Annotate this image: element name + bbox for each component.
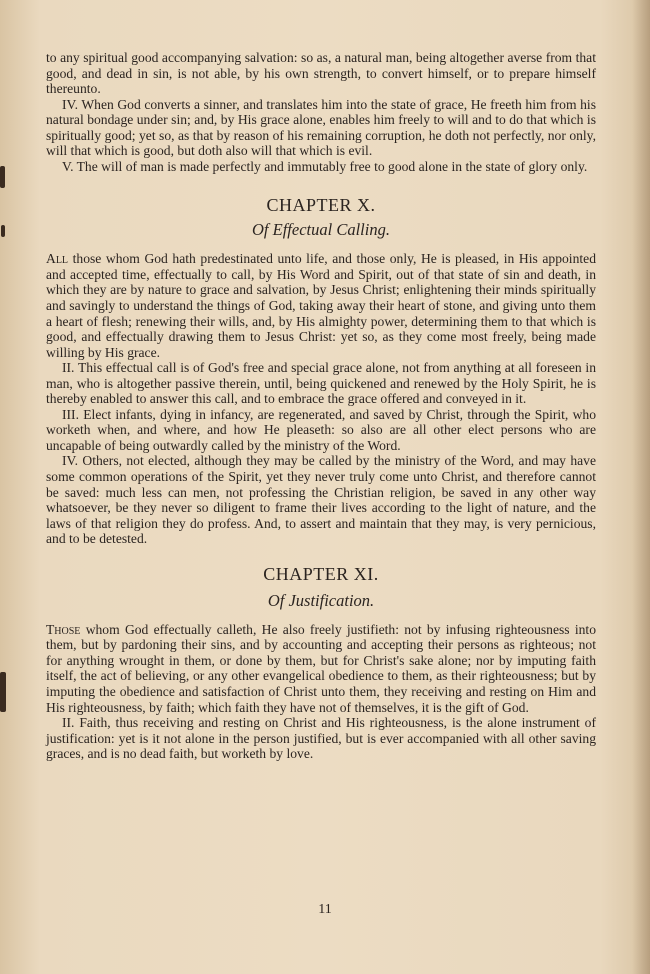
section-number: IV. (62, 453, 78, 469)
paragraph: to any spiritual good accompanying salvation: so as, a natural man, being altogether averse from that good, and dead in sin, is not able, by his own strength, to convert himself, or to prepare himself thereunto. (46, 50, 596, 97)
page-number: 11 (318, 902, 332, 917)
lead-word: Those (46, 621, 81, 637)
binding-mark (0, 672, 6, 712)
binding-mark (0, 166, 5, 188)
paragraph: V. The will of man is made perfectly and immutably free to good alone in the state of glory only. (62, 158, 588, 174)
page-content (46, 50, 596, 762)
section-number: II. (62, 360, 75, 376)
section-number: II. (62, 715, 75, 731)
paragraph: IV. Others, not elected, although they may be called by the ministry of the Word, and may have some common operations of the Spirit, yet they never truly come unto Christ, and therefore cannot be saved: much less can men, not professing the Christian religion, be saved in any other way whatsoever, be they never so diligent to frame their lives according to the light of nature, and the laws of that religion they do profess. And, to assert and maintain that they may, is very pernicious, and to be detested. (46, 453, 596, 547)
paragraph: All those whom God hath predestinated unto life, and those only, He is pleased, in His appointed and accepted time, effectually to call, by His Word and Spirit, out of that state of sin and death, in which they are by nature to grace and salvation, by Jesus Christ; enlightening their minds spiritually and savingly to understand the things of God, taking away their heart of stone, and giving unto them a heart of flesh; renewing their wills, and, by His almighty power, determining them to that which is good, and effectually drawing them to Jesus Christ: yet so, as they come most freely, being made willing by His grace. (46, 251, 596, 360)
chapter-heading: CHAPTER X. (266, 195, 376, 216)
paragraph: II. Faith, thus receiving and resting on Christ and His righteousness, is the alone instrument of justification: yet is it not alone in the person justified, but is ever accompanied with all other saving graces, and is no dead faith, but worketh by love. (46, 715, 596, 762)
chapter-heading: CHAPTER XI. (263, 563, 379, 584)
paragraph: Those whom God effectually calleth, He also freely justifieth: not by infusing righteousness into them, but by pardoning their sins, and by accounting and accepting their persons as righteous; not for anything wrought in them, or done by them, but for Christ's sake alone; nor by imputing faith itself, the act of believing, or any other evangelical obedience to them, as their righteousness; but by imputing the obedience and satisfaction of Christ unto them, they receiving and resting on Him and His righteousness, by faith; which faith they have not of themselves, it is the gift of God. (46, 621, 596, 715)
paragraph: IV. When God converts a sinner, and translates him into the state of grace, He freeth him from his natural bondage under sin; and, by His grace alone, enables him freely to will and to do that which is spiritually good; yet so, as that by reason of his remaining corruption, he doth not perfectly, nor only, will that which is good, but doth also will that which is evil. (46, 96, 596, 159)
section-number: V. (62, 158, 74, 174)
chapter-subtitle: Of Justification. (267, 590, 375, 610)
section-number: IV. (62, 96, 78, 112)
section-number: III. (62, 406, 79, 422)
paragraph: II. This effectual call is of God's free and special grace alone, not from anything at all foreseen in man, who is altogether passive therein, until, being quickened and renewed by the Holy Spirit, he is thereby enabled to answer this call, and to embrace the grace offered and conveyed in it. (46, 360, 596, 407)
page-spine-shadow (632, 0, 650, 974)
chapter-subtitle: Of Effectual Calling. (252, 220, 390, 240)
paragraph: III. Elect infants, dying in infancy, are regenerated, and saved by Christ, through the Spirit, who worketh when, and where, and how He pleaseth: so also are all other elect persons who are uncapable of being outwardly called by the ministry of the Word. (46, 406, 596, 453)
binding-mark (1, 225, 5, 237)
lead-word: All (46, 251, 69, 267)
